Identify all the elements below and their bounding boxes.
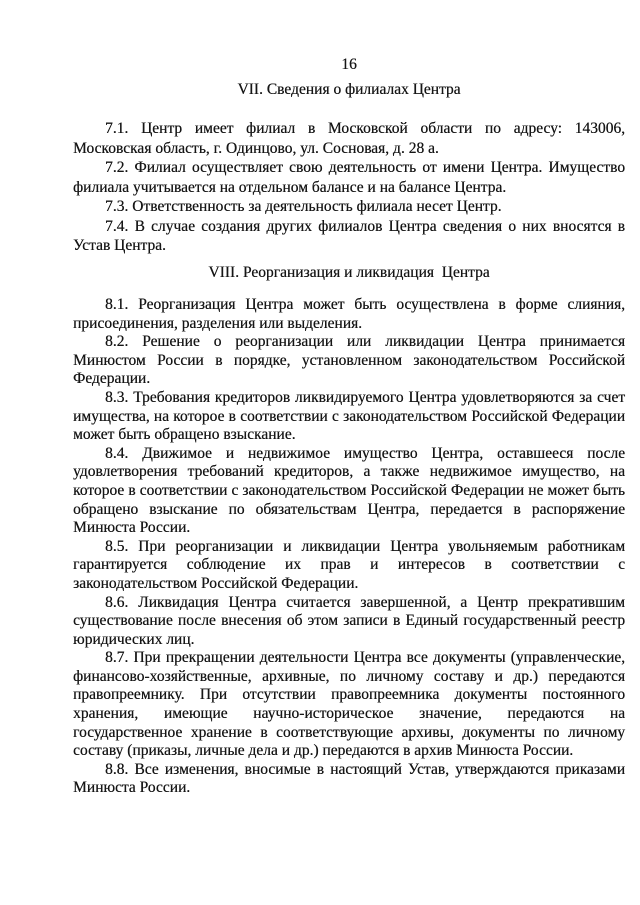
paragraph-7-3: 7.3. Ответственность за деятельность филиала несет Центр. xyxy=(105,198,502,215)
section-vii-heading: VII. Сведения о филиалах Центра xyxy=(237,80,461,98)
page-number: 16 xyxy=(341,56,357,73)
paragraph-8-5: 8.5. При реорганизации и ликвидации Центра увольняемым работникам гарантируется соблюдение их прав и интересов в соответствии с законодательством Российской Федерации. xyxy=(73,537,625,592)
paragraph-8-8: 8.8. Все изменения, вносимые в настоящий Устав, утверждаются приказами Минюста России. xyxy=(73,760,625,797)
paragraph-8-1: 8.1. Реорганизация Центра может быть осуществлена в форме слияния, присоединения, разделения или выделения. xyxy=(73,296,625,332)
paragraph-8-7: 8.7. При прекращении деятельности Центра все документы (управленческие, финансово-хозяйственные, архивные, по личному составу и др.) передаются правопреемнику. При отсутствии правопреемника документы постоянного хранения, имеющие научно-историческое значение, передаются на государственное хранение в соответствующие архивы, документы по личному составу (приказы, личные дела и др.) передаются в архив Минюста России. xyxy=(73,649,625,760)
paragraph-7-4: 7.4. В случае создания других филиалов Центра сведения о них вносятся в Устав Центра. xyxy=(73,217,625,254)
paragraph-8-4: 8.4. Движимое и недвижимое имущество Центра, оставшееся после удовлетворения требований кредиторов, а также недвижимое имущество, на которое в соответствии с законодательством Российской Федерации не может быть обращено взыскание по обязательствам Центра, передается в распоряжение Минюста России. xyxy=(73,444,625,537)
paragraph-7-1: 7.1. Центр имеет филиал в Московской области по адресу: 143006, Московская область, г. Одинцово, ул. Сосновая, д. 28 а. xyxy=(73,120,625,157)
section-viii-heading: VIII. Реорганизация и ликвидация Центра xyxy=(208,263,490,281)
paragraph-8-2: 8.2. Решение о реорганизации или ликвидации Центра принимается Минюстом России в порядке, установленном законодательством Российской Федерации. xyxy=(73,333,625,388)
paragraph-7-2: 7.2. Филиал осуществляет свою деятельность от имени Центра. Имущество филиала учитывается на отдельном балансе и на балансе Центра. xyxy=(73,159,625,196)
section-viii xyxy=(73,263,625,799)
paragraph-8-3: 8.3. Требования кредиторов ликвидируемого Центра удовлетворяются за счет имущества, на которое в соответствии с законодательством Российской Федерации может быть обращено взыскание. xyxy=(73,388,625,444)
paragraph-8-6: 8.6. Ликвидация Центра считается завершенной, а Центр прекратившим существование после внесения об этом записи в Единый государственный реестр юридических лиц. xyxy=(73,593,625,648)
section-vii xyxy=(73,80,625,256)
